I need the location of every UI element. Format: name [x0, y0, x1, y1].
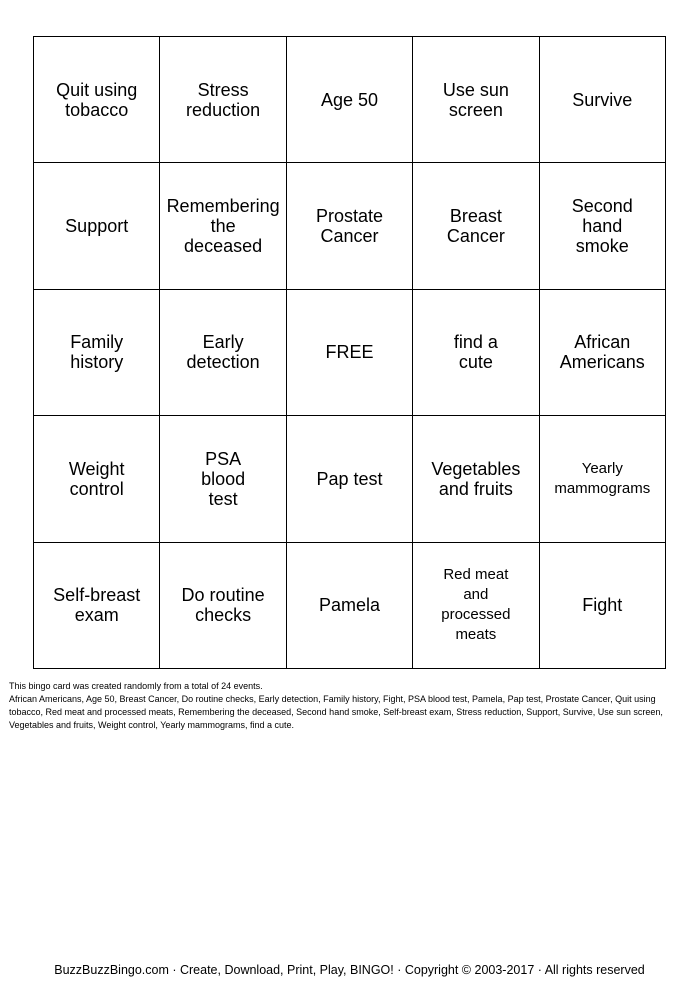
bingo-cell: Remembering the deceased — [160, 163, 286, 289]
card-info — [9, 680, 691, 732]
bingo-cell: Quit using tobacco — [34, 37, 160, 163]
bingo-cell: African Americans — [539, 289, 665, 415]
bingo-cell: Pamela — [286, 542, 412, 668]
bingo-cell: Family history — [34, 289, 160, 415]
bingo-cell: Vegetables and fruits — [413, 416, 539, 542]
created-note: This bingo card was created randomly from a total of 24 events. — [9, 681, 263, 691]
bingo-row — [34, 416, 666, 542]
bingo-cell: Prostate Cancer — [286, 163, 412, 289]
bingo-cell: Red meat and processed meats — [413, 542, 539, 668]
bingo-cell: find a cute — [413, 289, 539, 415]
bingo-row — [34, 37, 666, 163]
bingo-card-grid — [33, 36, 666, 669]
bingo-cell: Second hand smoke — [539, 163, 665, 289]
bingo-cell: Support — [34, 163, 160, 289]
bingo-cell: Weight control — [34, 416, 160, 542]
bingo-cell: Self-breast exam — [34, 542, 160, 668]
bingo-cell: Do routine checks — [160, 542, 286, 668]
bingo-cell: Survive — [539, 37, 665, 163]
bingo-cell: PSA blood test — [160, 416, 286, 542]
bingo-cell: Early detection — [160, 289, 286, 415]
events-list: African Americans, Age 50, Breast Cancer, Do routine checks, Early detection, Family history, Fight, PSA blood test, Pamela, Pap test, Prostate Cancer, Quit using tobacco, Red meat and processed meats, Remembering the deceased, Second hand smoke, Self-breast exam, Stress reduction, Support, Survive, Use sun screen, Vegetables and fruits, Weight control, Yearly mammograms, find a cute. — [9, 694, 663, 730]
bingo-row — [34, 289, 666, 415]
free-space-cell: FREE — [286, 289, 412, 415]
bingo-cell: Pap test — [286, 416, 412, 542]
bingo-cell: Use sun screen — [413, 37, 539, 163]
bingo-cell: Stress reduction — [160, 37, 286, 163]
bingo-cell: Age 50 — [286, 37, 412, 163]
bingo-row — [34, 163, 666, 289]
bingo-cell: Fight — [539, 542, 665, 668]
footer-copyright: BuzzBuzzBingo.com · Create, Download, Print, Play, BINGO! · Copyright © 2003-2017 · All rights reserved — [54, 963, 645, 977]
bingo-row — [34, 542, 666, 668]
bingo-cell: Breast Cancer — [413, 163, 539, 289]
bingo-cell: Yearly mammograms — [539, 416, 665, 542]
